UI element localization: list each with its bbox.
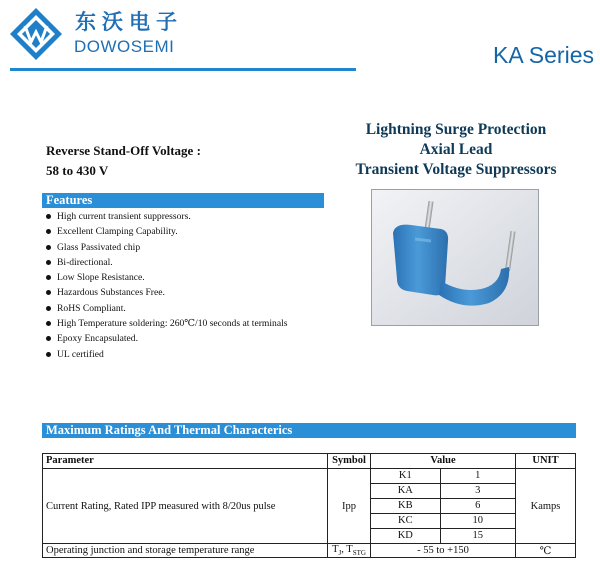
product-title-line-1: Lightning Surge Protection [365,121,547,138]
header-value: Value [371,454,516,469]
model-value: 10 [440,514,515,529]
feature-item: High current transient suppressors. [46,209,288,224]
model-code: K1 [371,469,440,484]
product-title-line-2: Axial Lead [419,141,493,158]
value-row [371,484,515,499]
model-value: 1 [440,469,515,484]
model-code: KA [371,484,440,499]
feature-item: High Temperature soldering: 260℃/10 seconds at terminals [46,316,288,331]
current-rating-parameter: Current Rating, Rated IPP measured with 8/20us pulse [43,469,328,544]
brand-name-english: DOWOSEMI [74,37,175,56]
symbol-sub-stg: STG [352,549,366,558]
value-row [371,499,515,514]
symbol-t: T [332,544,339,555]
ratings-heading: Maximum Ratings And Thermal Characterics [42,423,576,438]
header-symbol: Symbol [328,454,371,469]
temperature-parameter: Operating junction and storage temperature range [43,544,328,558]
features-list [46,209,288,362]
header-parameter: Parameter [43,454,328,469]
feature-item: UL certified [46,347,288,362]
symbol-sep: , T [341,544,353,555]
feature-item: RoHS Compliant. [46,301,288,316]
current-rating-unit: Kamps [516,469,576,544]
model-value: 15 [472,530,484,541]
temperature-value: - 55 to +150 [371,544,516,558]
ratings-table [42,453,576,558]
temperature-symbol [328,544,371,558]
series-title: KA Series [493,42,594,68]
dowosemi-logo-icon [8,6,64,62]
temperature-unit: ℃ [516,544,576,558]
current-rating-symbol: Ipp [328,469,371,544]
current-rating-values [371,469,516,544]
feature-item: Glass Passivated chip [46,240,288,255]
symbol-sub-j: J [338,549,342,558]
value-row [371,529,515,544]
brand-name-chinese: 东沃电子 [75,9,183,34]
product-photo [371,189,539,326]
feature-item: Bi-directional. [46,255,288,270]
model-code: KB [371,499,440,514]
feature-item: Excellent Clamping Capability. [46,224,288,239]
model-value: 6 [440,499,515,514]
model-code: KC [371,514,440,529]
header-divider [10,68,356,71]
model-value: 3 [440,484,515,499]
value-subtable [371,469,515,543]
feature-item: Epoxy Encapsulated. [46,331,288,346]
header-unit: UNIT [516,454,576,469]
table-header-row [43,454,576,469]
feature-item: Low Slope Resistance. [46,270,288,285]
product-title-line-3: Transient Voltage Suppressors [355,161,557,178]
table-row [43,469,576,544]
model-code: KD [371,529,440,544]
value-row [371,469,515,484]
standoff-voltage-label: Reverse Stand-Off Voltage : [46,143,201,158]
table-row [43,544,576,558]
value-row [371,514,515,529]
features-heading: Features [42,193,324,208]
standoff-voltage-value: 58 to 430 V [46,163,109,178]
feature-item: Hazardous Substances Free. [46,285,288,300]
